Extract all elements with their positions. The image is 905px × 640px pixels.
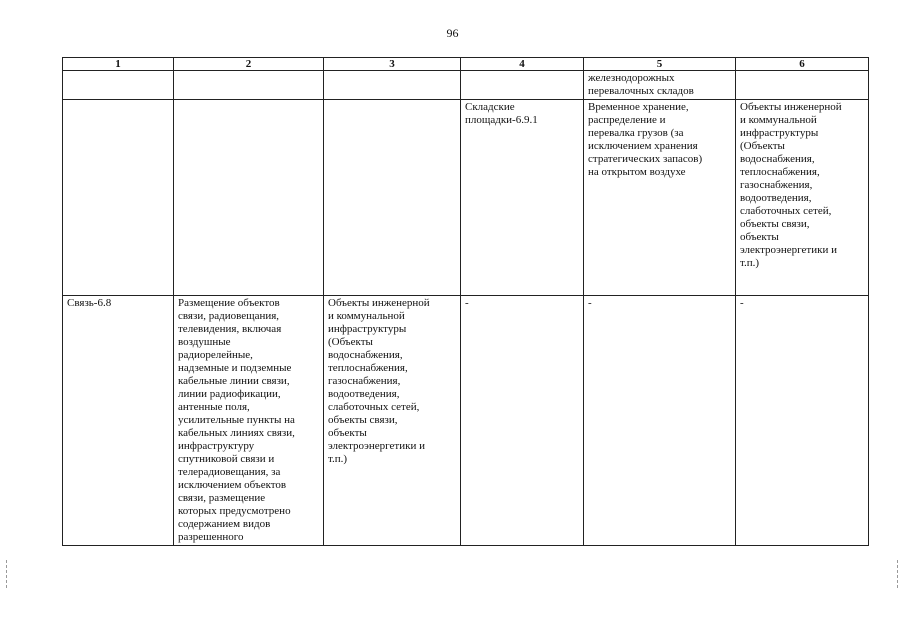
scan-margin-mark-right bbox=[897, 560, 900, 588]
table-row bbox=[63, 296, 869, 546]
table-cell: Складские площадки-6.9.1 bbox=[461, 100, 584, 296]
column-header-2: 2 bbox=[174, 58, 324, 71]
table-cell: Временное хранение, распределение и перевалка грузов (за исключением хранения стратегических запасов) на открытом воздухе bbox=[584, 100, 736, 296]
table-cell bbox=[324, 71, 461, 100]
table-cell bbox=[63, 100, 174, 296]
column-header-6: 6 bbox=[736, 58, 869, 71]
page-number: 96 bbox=[446, 26, 459, 40]
table-cell bbox=[461, 71, 584, 100]
column-header-5: 5 bbox=[584, 58, 736, 71]
table-cell: Объекты инженерной и коммунальной инфраструктуры (Объекты водоснабжения, теплоснабжения, газоснабжения, водоотведения, слаботочных сетей, объекты связи, объекты электроэнергетики и т.п.) bbox=[736, 100, 869, 296]
column-header-3: 3 bbox=[324, 58, 461, 71]
table-header-row bbox=[63, 58, 869, 71]
table-cell: железнодорожных перевалочных складов bbox=[584, 71, 736, 100]
table-row bbox=[63, 100, 869, 296]
column-header-1: 1 bbox=[63, 58, 174, 71]
table-cell: Объекты инженерной и коммунальной инфраструктуры (Объекты водоснабжения, теплоснабжения, газоснабжения, водоотведения, слаботочных сетей, объекты связи, объекты электроэнергетики и т.п.) bbox=[324, 296, 461, 546]
table-cell: - bbox=[736, 296, 869, 546]
table-cell bbox=[63, 71, 174, 100]
table-cell: - bbox=[461, 296, 584, 546]
land-use-table bbox=[62, 57, 869, 546]
table-cell bbox=[324, 100, 461, 296]
scan-margin-mark-left bbox=[6, 560, 9, 588]
table-cell bbox=[736, 71, 869, 100]
table-cell bbox=[174, 71, 324, 100]
table-cell: Связь-6.8 bbox=[63, 296, 174, 546]
table-cell: - bbox=[584, 296, 736, 546]
table-cell bbox=[174, 100, 324, 296]
table-row bbox=[63, 71, 869, 100]
column-header-4: 4 bbox=[461, 58, 584, 71]
table-cell: Размещение объектов связи, радиовещания, телевидения, включая воздушные радиорелейные, надземные и подземные кабельные линии связи, линии радиофикации, антенные поля, усилительные пункты на кабельных линиях связи, инфраструктуру спутниковой связи и телерадиовещания, за исключением объектов связи, размещение которых предусмотрено содержанием видов разрешенного bbox=[174, 296, 324, 546]
